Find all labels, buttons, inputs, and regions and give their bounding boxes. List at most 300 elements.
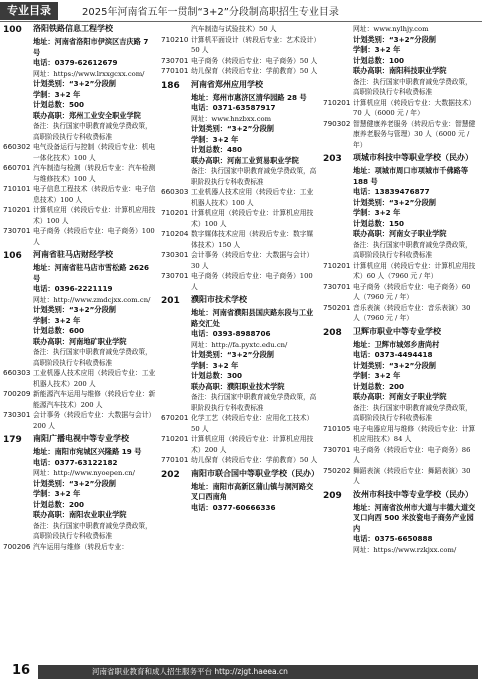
info-row: [323, 229, 478, 240]
entry-text: 计划总数：500: [33, 100, 84, 109]
entry-text: 电气设备运行与控制（转段后专业：机电一体化技术）100 人: [33, 143, 156, 162]
info-row: [3, 489, 157, 500]
info-row: [3, 69, 157, 80]
school-number: 186: [161, 80, 180, 91]
school-number: 209: [323, 490, 342, 501]
info-row: [3, 510, 157, 521]
entry-text: 学制：3+2 年: [33, 89, 81, 99]
entry-text: 电子商务（转段后专业：电子商务）100 人: [191, 272, 313, 291]
entry-text: 备注：执行国家中职教育减免学费政策，高职阶段执行专科收费标准: [191, 393, 317, 412]
program-code: [3, 111, 33, 122]
program-code: [161, 371, 191, 382]
header-divider: [0, 21, 482, 22]
program-code: [323, 219, 353, 230]
program-code: [3, 447, 33, 458]
program-code: [323, 240, 353, 261]
program-row: [323, 445, 478, 466]
program-code: [323, 229, 353, 240]
entry-text: 网址：www.hnzbxx.com: [191, 114, 272, 123]
program-row: [161, 187, 319, 208]
info-row: [323, 45, 478, 56]
school-number: 208: [323, 327, 342, 338]
entry-text: 汽车制造与检测（转段后专业：汽车检测与维修技术）100 人: [33, 164, 156, 183]
program-code: 710201: [3, 205, 31, 214]
program-code: [323, 350, 353, 361]
info-row: [161, 382, 319, 393]
entry-text: 汽车制造与试验技术）50 人: [191, 25, 277, 33]
entry-text: 计划类别：“3+2”分段制: [33, 79, 116, 88]
page-number: 16: [12, 663, 31, 678]
program-code: [3, 500, 33, 511]
program-code: [3, 69, 33, 80]
entry-text: 学制：3+2 年: [191, 134, 239, 144]
entry-text: 计算机应用（转段后专业：计算机应用技术）200 人: [191, 435, 314, 454]
entry-text: 电话：0371-63587917: [191, 103, 276, 112]
entry-text: 电子商务（转段后专业：电子商务）100 人: [33, 227, 155, 246]
entry-text: 计算机应用（转段后专业：计算机应用技术）60 人（7960 元 / 年）: [353, 261, 476, 280]
program-code: 710210: [161, 34, 189, 44]
entry-text: 联办高职：河南女子职业学院: [353, 392, 447, 401]
school-name: 洛阳铁路信息工程学校: [33, 24, 113, 33]
program-code: [323, 382, 353, 393]
program-code: 730701: [161, 55, 189, 65]
program-row: [3, 184, 157, 205]
column-3: [323, 24, 478, 656]
program-code: [161, 340, 191, 351]
info-row: [323, 382, 478, 393]
info-row: [161, 103, 319, 114]
entry-text: 计算机应用（转段后专业：计算机应用技术）100 人: [191, 209, 314, 228]
info-row: [323, 187, 478, 198]
school-entry-heading: [3, 250, 157, 263]
info-row: [161, 482, 319, 503]
program-code: [3, 337, 33, 348]
info-row: [323, 503, 478, 535]
entry-text: 计划类别：“3+2”分段制: [353, 360, 436, 370]
info-row: [323, 166, 478, 187]
entry-text: 地址：南阳市宛城区兴隆路 19 号: [33, 447, 142, 456]
info-row: [323, 340, 478, 351]
program-code: 710201: [323, 260, 351, 270]
program-code: [323, 392, 353, 403]
program-row: [161, 66, 319, 77]
info-row: [323, 198, 478, 209]
program-code: 750201: [323, 302, 351, 312]
program-code: [3, 347, 33, 368]
info-row: [161, 145, 319, 156]
column-2: [161, 24, 319, 656]
entry-text: 备注：执行国家中职教育减免学费政策，高职阶段执行专科收费标准: [353, 77, 472, 96]
entry-text: 联办高职：河南工业贸易职业学院: [191, 155, 299, 165]
info-row: [323, 66, 478, 77]
program-code: [161, 329, 191, 340]
entry-text: 计划类别：“3+2”分段制: [191, 124, 274, 133]
info-row: [323, 371, 478, 382]
program-code: [3, 521, 33, 542]
school-number: 201: [161, 296, 180, 306]
program-code: [3, 284, 33, 295]
entry-text: 会计事务（转段后专业：大数据与会计）30 人: [191, 251, 314, 270]
program-code: 670201: [161, 413, 189, 422]
info-row: [323, 392, 478, 403]
program-code: [161, 308, 191, 329]
program-code: [3, 305, 33, 316]
program-code: 770101: [161, 66, 189, 75]
program-code: 710105: [323, 423, 351, 433]
program-row: [323, 282, 478, 303]
program-row: [3, 142, 157, 163]
entry-text: 备注：执行国家中职教育减免学费政策，高职阶段执行专科收费标准: [353, 403, 472, 422]
program-code: [161, 156, 191, 167]
program-code: 730301: [3, 410, 31, 419]
entry-text: 计划类别：“3+2”分段制: [191, 350, 274, 359]
info-row: [3, 347, 157, 368]
footer-bar: 河南省职业教育和成人招生服务平台 http://zjgt.haeea.cn: [38, 665, 478, 679]
program-code: 730301: [161, 250, 189, 259]
school-entry-heading: [323, 490, 478, 503]
program-code: 730701: [323, 444, 351, 454]
entry-text: 电话：0373-4494418: [353, 350, 433, 359]
info-row: [3, 295, 157, 306]
program-code: [323, 403, 353, 424]
info-row: [323, 35, 478, 46]
program-row: [3, 389, 157, 410]
program-code: [3, 326, 33, 337]
entry-text: 电话：0375-6650888: [353, 534, 433, 543]
column-1: [3, 24, 157, 656]
entry-text: 学制：3+2 年: [353, 371, 401, 380]
info-row: [161, 166, 319, 187]
info-row: [3, 284, 157, 295]
program-code: [3, 121, 33, 142]
program-code: [3, 58, 33, 69]
school-entry-heading: [323, 153, 478, 166]
program-row: [161, 250, 319, 271]
school-name: 汝州市科技中等专业学校（民办）: [353, 489, 473, 499]
program-code: 660302: [3, 142, 31, 151]
program-code: [323, 45, 353, 56]
program-code: [161, 24, 191, 35]
info-row: [323, 77, 478, 98]
entry-text: 计算机应用（转段后专业：计算机应用技术）100 人: [33, 206, 156, 225]
program-code: [323, 166, 353, 187]
school-number: 100: [3, 25, 22, 35]
entry-text: 计算机应用（转段后专业：大数据技术）70 人（6000 元 / 年）: [353, 98, 476, 117]
info-row: [3, 316, 157, 327]
entry-text: 联办高职：南阳科技职业学院: [353, 66, 447, 75]
entry-text: 计划总数：200: [33, 499, 84, 509]
program-code: [3, 79, 33, 90]
program-code: [323, 77, 353, 98]
entry-text: 工业机器人技术应用（转段后专业：工业机器人技术）200 人: [33, 369, 156, 388]
program-row: [161, 271, 319, 292]
entry-text: 电子商务（转段后专业：电子商务）86 人: [353, 445, 471, 464]
info-row: [161, 124, 319, 135]
program-code: [323, 361, 353, 372]
info-row: [161, 340, 319, 351]
entry-text: 学制：3+2 年: [353, 208, 401, 217]
info-row: [3, 111, 157, 122]
info-row: [3, 90, 157, 101]
school-entry-heading: [161, 469, 319, 482]
info-row: [3, 305, 157, 316]
program-code: [161, 382, 191, 393]
info-row: [161, 93, 319, 104]
entry-text: 学制：3+2 年: [353, 45, 401, 54]
entry-text: 联办高职：河南女子职业学院: [353, 229, 447, 238]
entry-text: 幼儿保育（转段后专业：学前教育）50 人: [191, 67, 318, 75]
info-row: [161, 24, 319, 35]
program-code: [323, 371, 353, 382]
school-entry-heading: [3, 24, 157, 37]
entry-text: 计划总数：480: [191, 145, 242, 154]
entry-text: 幼儿保育（转段后专业：学前教育）50 人: [191, 456, 318, 464]
entry-text: 电话：0377-60666336: [191, 502, 276, 512]
entry-text: 汽车运用与维修（转段后专业：: [33, 542, 129, 551]
program-code: [323, 35, 353, 46]
entry-text: 备注：执行国家中职教育减免学费政策，高职阶段执行专科收费标准: [33, 521, 152, 540]
program-code: [161, 361, 191, 372]
program-code: [3, 90, 33, 101]
info-row: [161, 503, 319, 514]
program-row: [161, 208, 319, 229]
entry-text: 联办高职：濮阳职业技术学院: [191, 381, 285, 391]
entry-text: 地址：河南省洛阳市伊滨区吉庆路 7 号: [33, 37, 149, 57]
program-row: [3, 163, 157, 184]
program-code: 660303: [161, 187, 189, 196]
info-row: [323, 534, 478, 545]
info-row: [3, 326, 157, 337]
entry-text: 电子信息工程技术（转段后专业：电子信息技术）100 人: [33, 185, 156, 204]
entry-text: 音乐表演（转段后专业：音乐表演）30 人（7960 元 / 年）: [353, 303, 471, 322]
info-row: [3, 521, 157, 542]
program-code: 710201: [323, 97, 351, 107]
entry-text: 新能源汽车运用与维修（转段后专业：新能源汽车技术）200 人: [33, 390, 156, 409]
program-code: 660303: [3, 368, 31, 377]
program-code: [161, 114, 191, 125]
program-row: [3, 410, 157, 431]
info-row: [161, 308, 319, 329]
entry-text: 计算机平面设计（转段后专业：艺术设计）50 人: [191, 35, 317, 54]
program-code: 730701: [161, 271, 189, 280]
program-code: 750202: [323, 465, 351, 475]
program-code: 660701: [3, 163, 31, 172]
entry-text: 化学工艺（转段后专业：应用化工技术）50 人: [191, 414, 314, 433]
school-number: 202: [161, 469, 180, 480]
school-entry-heading: [3, 434, 157, 447]
program-row: [323, 424, 478, 445]
entry-text: 计划总数：600: [33, 326, 84, 335]
info-row: [3, 100, 157, 111]
info-row: [323, 56, 478, 67]
info-row: [3, 121, 157, 142]
program-code: [323, 208, 353, 219]
entry-text: 智慧健康养老服务（转段后专业：智慧健康养老服务与管理）30 人（6000 元 / 年）: [353, 119, 476, 149]
program-code: [323, 66, 353, 77]
school-entry-heading: [161, 295, 319, 308]
info-row: [161, 329, 319, 340]
school-name: 南阳市联合国中等职业学校（民办）: [191, 468, 319, 478]
entry-text: 电子电器应用与维修（转段后专业：计算机应用技术）84 人: [353, 424, 476, 443]
program-row: [323, 119, 478, 151]
info-row: [3, 37, 157, 58]
program-code: [161, 503, 191, 514]
program-code: [161, 93, 191, 104]
program-code: [323, 503, 353, 535]
info-row: [161, 156, 319, 167]
program-row: [3, 205, 157, 226]
entry-text: 地址：河南省驻马店市雪松路 2626 号: [33, 263, 149, 283]
program-code: [3, 37, 33, 58]
program-code: [3, 510, 33, 521]
info-row: [323, 545, 478, 556]
program-row: [161, 413, 319, 434]
entry-text: 学制：3+2 年: [33, 489, 81, 498]
info-row: [3, 479, 157, 490]
program-code: [323, 534, 353, 545]
info-row: [161, 135, 319, 146]
program-row: [323, 466, 478, 487]
program-code: [3, 489, 33, 500]
entry-text: 电话：0393-8988706: [191, 329, 271, 338]
entry-text: 计划类别：“3+2”分段制: [353, 34, 436, 44]
entry-text: 地址：卫辉市城郊乡唐尚村: [353, 339, 440, 349]
info-row: [3, 500, 157, 511]
entry-text: 会计事务（转段后专业：大数据与会计）200 人: [33, 411, 156, 430]
info-row: [323, 219, 478, 230]
page-footer: [0, 657, 482, 685]
entry-text: 备注：执行国家中职教育减免学费政策，高职阶段执行专科收费标准: [33, 348, 152, 367]
entry-text: 计划总数：100: [353, 55, 404, 65]
school-number: 179: [3, 435, 22, 445]
entry-text: 地址：南阳市高新区蒲山镇与洞河路交叉口西南角: [191, 481, 314, 501]
program-code: 710101: [3, 184, 31, 193]
program-code: [323, 24, 353, 35]
program-row: [161, 455, 319, 466]
entry-text: 计划总数：300: [191, 371, 242, 380]
program-code: 700209: [3, 389, 31, 398]
program-code: [323, 198, 353, 209]
entry-text: 计划总数：200: [353, 381, 404, 391]
program-code: [3, 316, 33, 327]
school-entry-heading: [323, 327, 478, 340]
program-code: [161, 350, 191, 361]
entry-text: 备注：执行国家中职教育减免学费政策，高职阶段执行专科收费标准: [353, 240, 472, 259]
entry-text: 联办高职：南阳农业职业学院: [33, 510, 127, 519]
info-row: [3, 58, 157, 69]
program-code: 710201: [161, 434, 189, 443]
entry-text: 地址：河南省濮阳县国庆路东段与工业路交汇处: [191, 308, 314, 328]
info-row: [323, 240, 478, 261]
entry-text: 数字媒体技术应用（转段后专业：数字媒体技术）150 人: [191, 230, 314, 249]
program-row: [3, 542, 157, 553]
entry-text: 电子商务（转段后专业：电子商务）60 人（7960 元 / 年）: [353, 282, 471, 301]
school-name: 河南省驻马店财经学校: [33, 250, 113, 259]
entry-text: 电话：0379-62612679: [33, 58, 118, 67]
program-code: [161, 135, 191, 146]
entry-text: 备注：执行国家中职教育减免学费政策，高职阶段执行专科收费标准: [191, 167, 317, 186]
info-row: [3, 337, 157, 348]
school-name: 河南省郑州应用学校: [191, 79, 263, 89]
info-row: [323, 361, 478, 372]
school-entry-heading: [161, 80, 319, 93]
info-row: [161, 392, 319, 413]
program-code: 710204: [161, 229, 189, 238]
program-code: 710201: [161, 208, 189, 217]
program-code: [161, 145, 191, 156]
program-row: [161, 229, 319, 250]
entry-text: 网址：https://www.rzkjxx.com/: [353, 545, 457, 554]
info-row: [323, 208, 478, 219]
entry-text: 电话：0377-63122182: [33, 457, 118, 467]
info-row: [323, 403, 478, 424]
info-row: [3, 447, 157, 458]
program-code: [323, 187, 353, 198]
entry-text: 联办高职：河南地矿职业学院: [33, 336, 127, 346]
entry-text: 网址：http://fa.pyxtc.edu.cn/: [191, 340, 288, 349]
program-code: [161, 103, 191, 114]
entry-text: 地址：郑州市惠济区清华园路 28 号: [191, 92, 307, 102]
entry-text: 联办高职：郑州工业安全职业学院: [33, 110, 141, 120]
entry-text: 备注：执行国家中职教育减免学费政策，高职阶段执行专科收费标准: [33, 122, 152, 141]
info-row: [323, 350, 478, 361]
page-title: 2025年河南省五年一贯制“3+2”分段制高职招生专业目录: [82, 7, 339, 18]
program-code: [323, 545, 353, 556]
program-row: [161, 434, 319, 455]
program-code: [323, 56, 353, 67]
entry-text: 网址：www.nylhjy.com: [353, 25, 429, 33]
program-code: [161, 392, 191, 413]
school-name: 卫辉市职业中等专业学校: [353, 326, 441, 336]
program-row: [3, 226, 157, 247]
program-code: 730701: [3, 226, 31, 235]
entry-text: 工业机器人技术应用（转段后专业：工业机器人技术）100 人: [191, 188, 314, 207]
school-number: 106: [3, 251, 22, 261]
info-row: [161, 350, 319, 361]
school-name: 南阳广播电视中等专业学校: [33, 434, 129, 443]
info-row: [323, 24, 478, 35]
entry-text: 网址：https://www.lrxxgcxx.com/: [33, 69, 145, 78]
info-row: [3, 458, 157, 469]
entry-text: 网址：http://www.zmdcjxx.com.cn/: [33, 295, 151, 304]
school-name: 濮阳市技术学校: [191, 295, 247, 304]
program-code: 730701: [323, 281, 351, 291]
entry-text: 地址：河南省汝州市大道与丰德大道交叉口向西 500 米汝瓷电子商务产业园内: [353, 502, 476, 533]
info-row: [3, 263, 157, 284]
program-row: [323, 303, 478, 324]
section-label: 专业目录: [0, 2, 58, 20]
program-row: [161, 56, 319, 67]
page-header: [0, 0, 482, 22]
program-code: [3, 458, 33, 469]
info-row: [161, 114, 319, 125]
entry-text: 电话：0396-2221119: [33, 284, 113, 293]
program-code: [3, 263, 33, 284]
entry-text: 计划总数：150: [353, 218, 404, 228]
program-row: [323, 98, 478, 119]
school-name: 项城市科技中等职业学校（民办）: [353, 153, 473, 162]
info-row: [3, 79, 157, 90]
info-row: [3, 468, 157, 479]
school-number: 203: [323, 154, 342, 164]
entry-text: 计划类别：“3+2”分段制: [33, 478, 116, 488]
entry-text: 计划类别：“3+2”分段制: [353, 197, 436, 207]
program-code: [161, 166, 191, 187]
program-code: 770101: [161, 455, 189, 464]
program-row: [3, 368, 157, 389]
entry-text: 学制：3+2 年: [191, 360, 239, 370]
program-code: [3, 479, 33, 490]
